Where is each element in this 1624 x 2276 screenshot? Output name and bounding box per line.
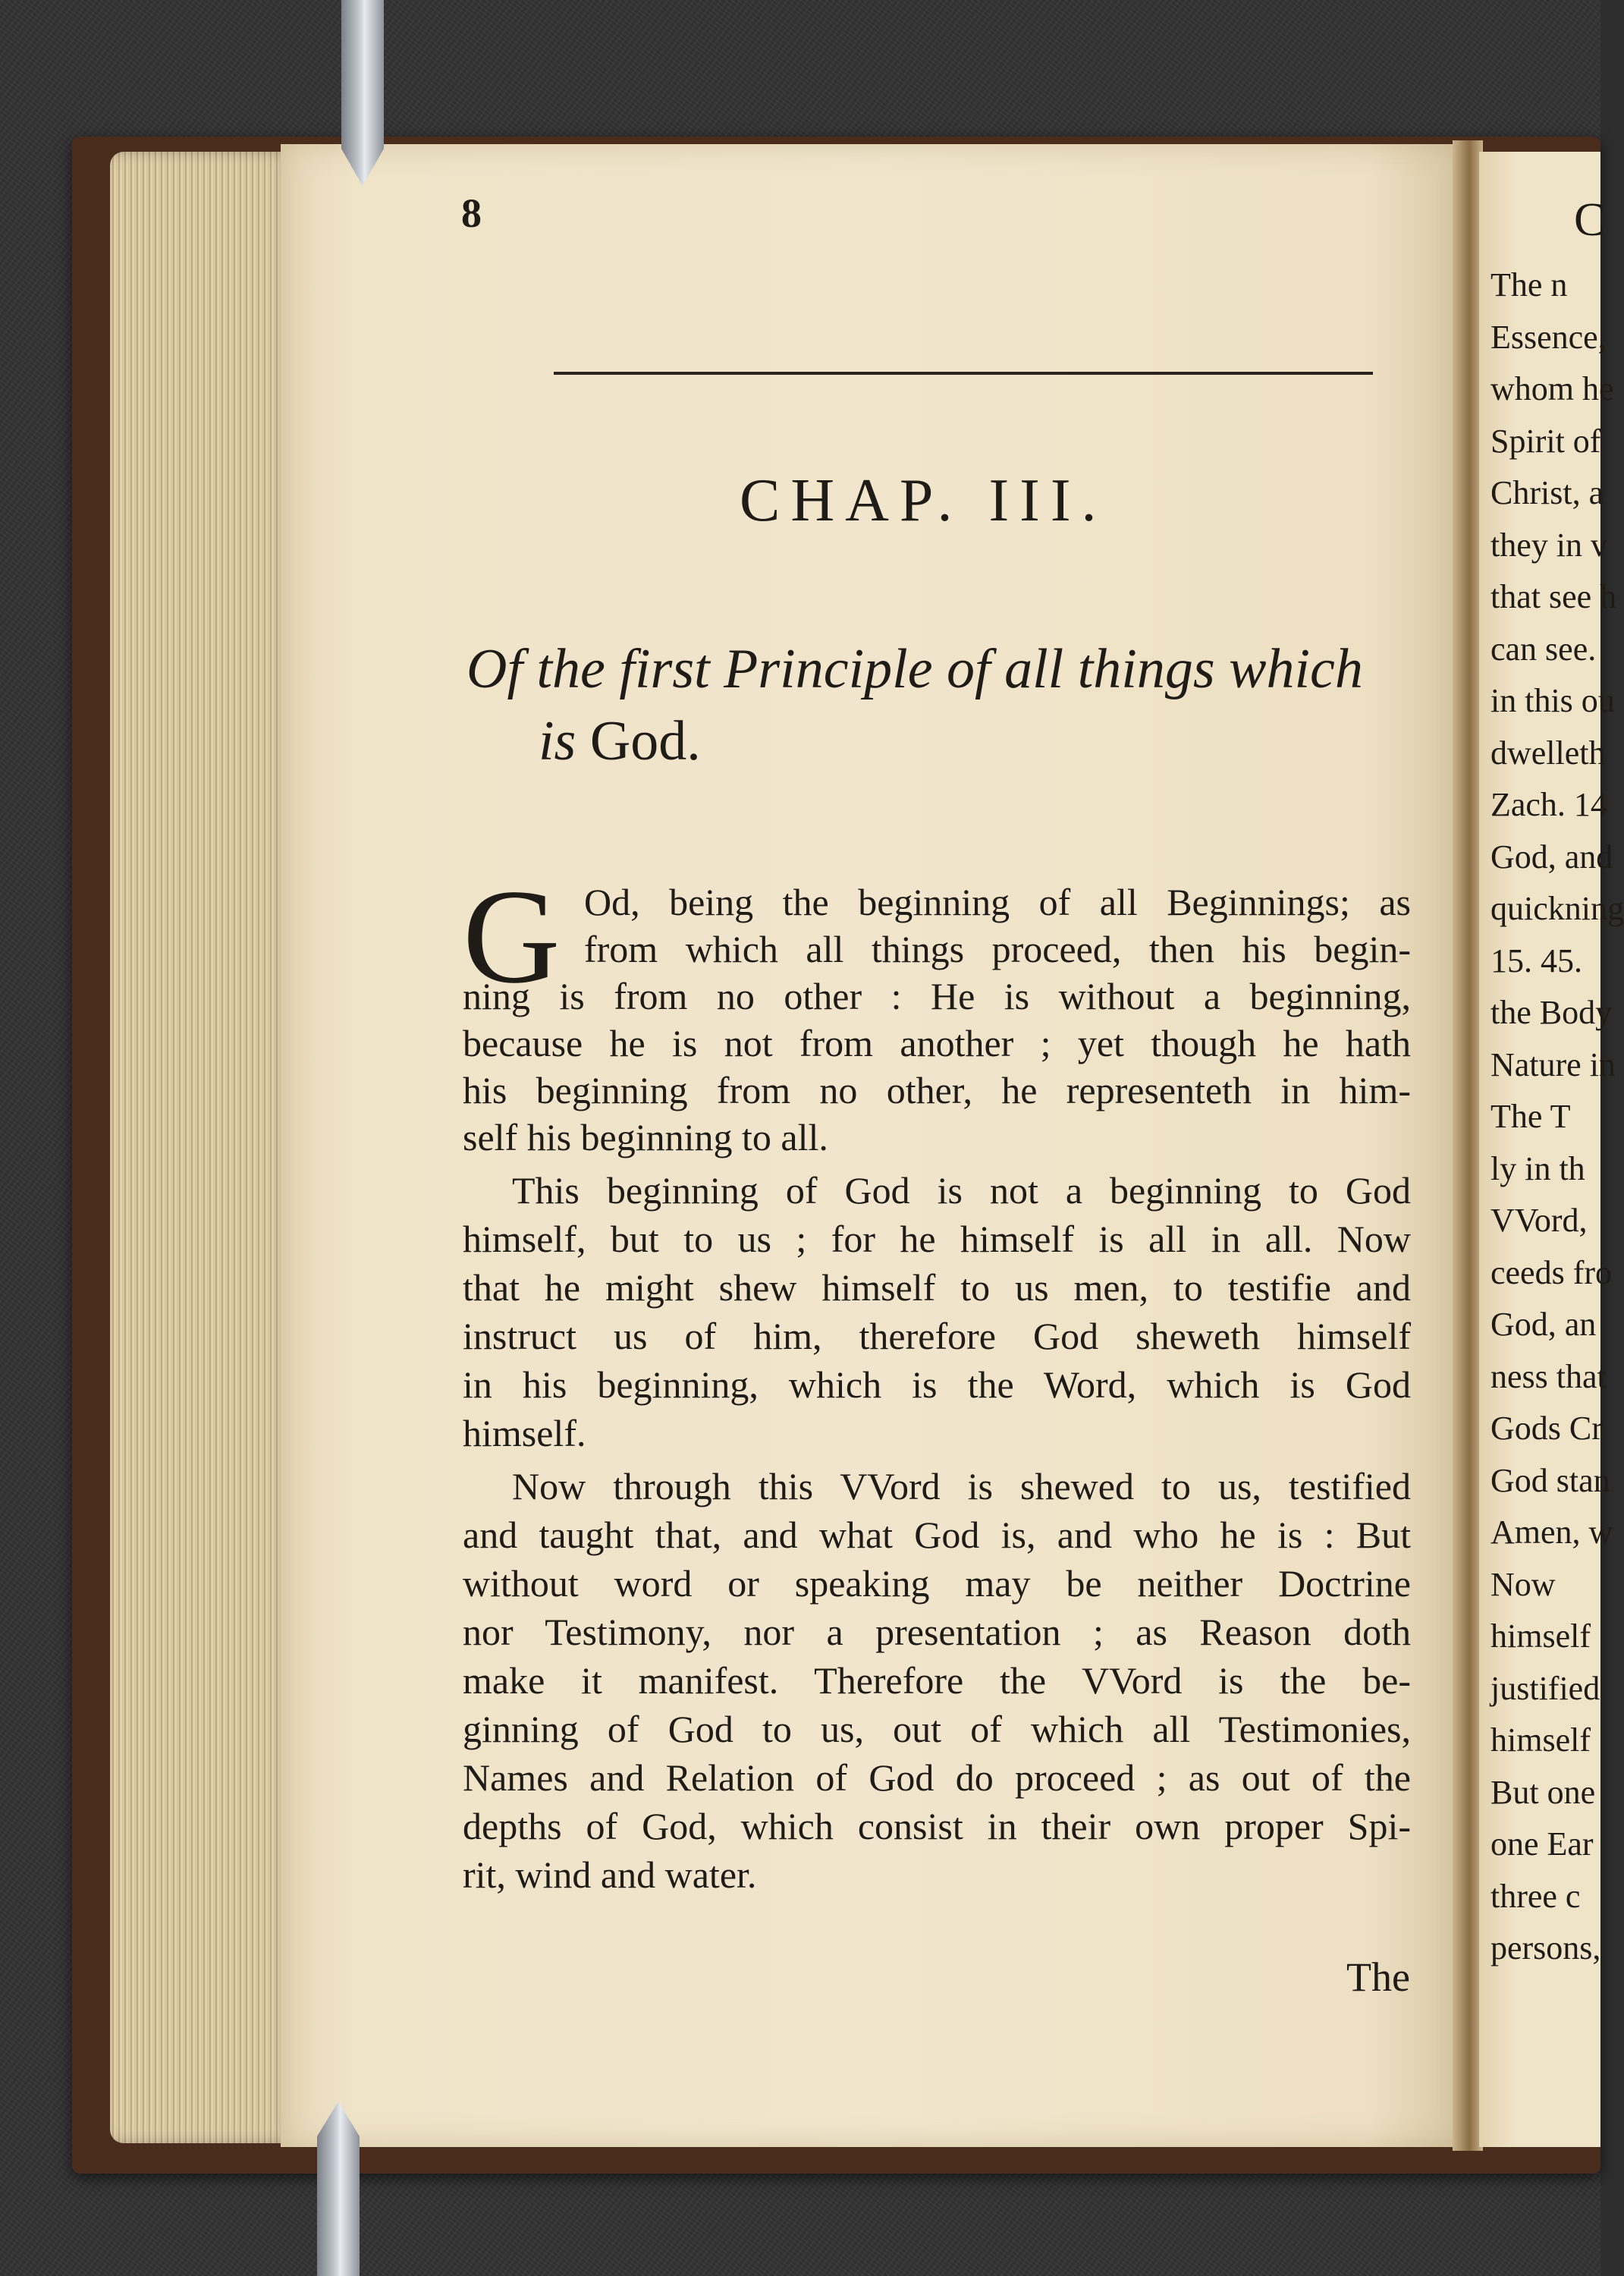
body-line: depths of God, which consist in their own proper Spi-	[463, 1805, 1411, 1847]
right-page-line: quickning	[1490, 890, 1624, 927]
right-page-line: Gods Cr	[1490, 1410, 1603, 1447]
body-line: from which all things proceed, then his begin-	[584, 928, 1411, 970]
bottom-page-clip	[317, 2102, 360, 2276]
body-line: that he might shew himself to us men, to testifie and	[463, 1266, 1411, 1309]
right-page-line: 15. 45.	[1490, 942, 1582, 979]
body-line: nor Testimony, nor a presentation ; as Reason doth	[463, 1611, 1411, 1653]
page-edges	[110, 152, 292, 2143]
subtitle-word: God.	[589, 710, 701, 772]
right-page-line: three c	[1490, 1877, 1581, 1915]
body-line: ning is from no other : He is without a beginning,	[463, 975, 1411, 1017]
body-line: self his beginning to all.	[463, 1116, 828, 1158]
right-page-line: dwelleth	[1490, 734, 1606, 772]
body-line: his beginning from no other, he representeth in him-	[463, 1069, 1411, 1111]
drop-cap: G	[463, 861, 561, 1011]
right-page-line: God, and	[1490, 838, 1613, 876]
right-page-line: justified	[1490, 1669, 1600, 1707]
chapter-title: CHAP. III.	[740, 467, 1107, 534]
book-gutter	[1453, 140, 1483, 2151]
right-page-line: whom he	[1490, 370, 1614, 407]
body-line: himself, but to us ; for he himself is all in all. Now	[463, 1218, 1411, 1260]
right-page-line: God, an	[1490, 1306, 1597, 1343]
right-page-line: himself	[1490, 1721, 1591, 1759]
body-line: rit, wind and water.	[463, 1853, 757, 1896]
body-line: in his beginning, which is the Word, which is God	[463, 1363, 1411, 1406]
right-page-line: one Ear	[1490, 1825, 1594, 1863]
subtitle-prefix: is	[539, 710, 576, 772]
body-line: This beginning of God is not a beginning to God	[512, 1169, 1411, 1212]
right-page-line: can see.	[1490, 630, 1597, 668]
body-line: Names and Relation of God do proceed ; as out of the	[463, 1756, 1411, 1799]
body-line: because he is not from another ; yet though he hath	[463, 1022, 1411, 1064]
right-page-line: that see h	[1490, 578, 1617, 615]
right-page-line: God stan	[1490, 1461, 1610, 1499]
right-page-line: Nature in	[1490, 1045, 1616, 1083]
right-page-line: persons,	[1490, 1929, 1601, 1966]
body-line: without word or speaking may be neither Doctrine	[463, 1562, 1411, 1605]
right-page-line: ly in th	[1490, 1149, 1585, 1187]
chapter-subtitle-line2	[539, 709, 701, 774]
right-page-line: Christ, a	[1490, 474, 1604, 511]
right-page-line: ceeds fro	[1490, 1253, 1613, 1291]
catchword: The	[1346, 1954, 1410, 2000]
right-page-header: C	[1574, 194, 1606, 246]
right-page-line: Spirit of	[1490, 422, 1601, 460]
right-page-line: himself	[1490, 1617, 1591, 1655]
body-line: himself.	[463, 1412, 586, 1454]
chapter-subtitle-line1: Of the first Principle of all things which	[466, 638, 1363, 700]
right-page-line: the Body	[1490, 994, 1613, 1031]
right-page-line: ness that	[1490, 1357, 1607, 1395]
body-line: Now through this VVord is shewed to us, testified	[512, 1465, 1411, 1507]
right-page-line: in this ou	[1490, 682, 1615, 719]
body-line: Od, being the beginning of all Beginnings; as	[584, 881, 1411, 923]
right-page-line: The n	[1490, 266, 1568, 303]
body-line: instruct us of him, therefore God sheweth himself	[463, 1315, 1411, 1357]
right-page-line: Now	[1490, 1565, 1556, 1603]
right-page-line: But one	[1490, 1773, 1596, 1811]
top-page-clip	[341, 0, 384, 186]
right-page-line: Zach. 14	[1490, 786, 1607, 823]
right-page-line: they in v	[1490, 526, 1607, 564]
right-page-line: The T	[1490, 1098, 1571, 1135]
body-line: make it manifest. Therefore the VVord is the be-	[463, 1659, 1411, 1702]
header-rule	[554, 372, 1373, 375]
body-line: ginning of God to us, out of which all Testimonies,	[463, 1708, 1411, 1750]
right-page-line: VVord,	[1490, 1202, 1588, 1239]
right-page-line: Essence,	[1490, 318, 1607, 356]
page-number: 8	[461, 190, 482, 236]
body-line: and taught that, and what God is, and who he is : But	[463, 1514, 1411, 1556]
right-page-line: Amen, w	[1490, 1514, 1613, 1551]
